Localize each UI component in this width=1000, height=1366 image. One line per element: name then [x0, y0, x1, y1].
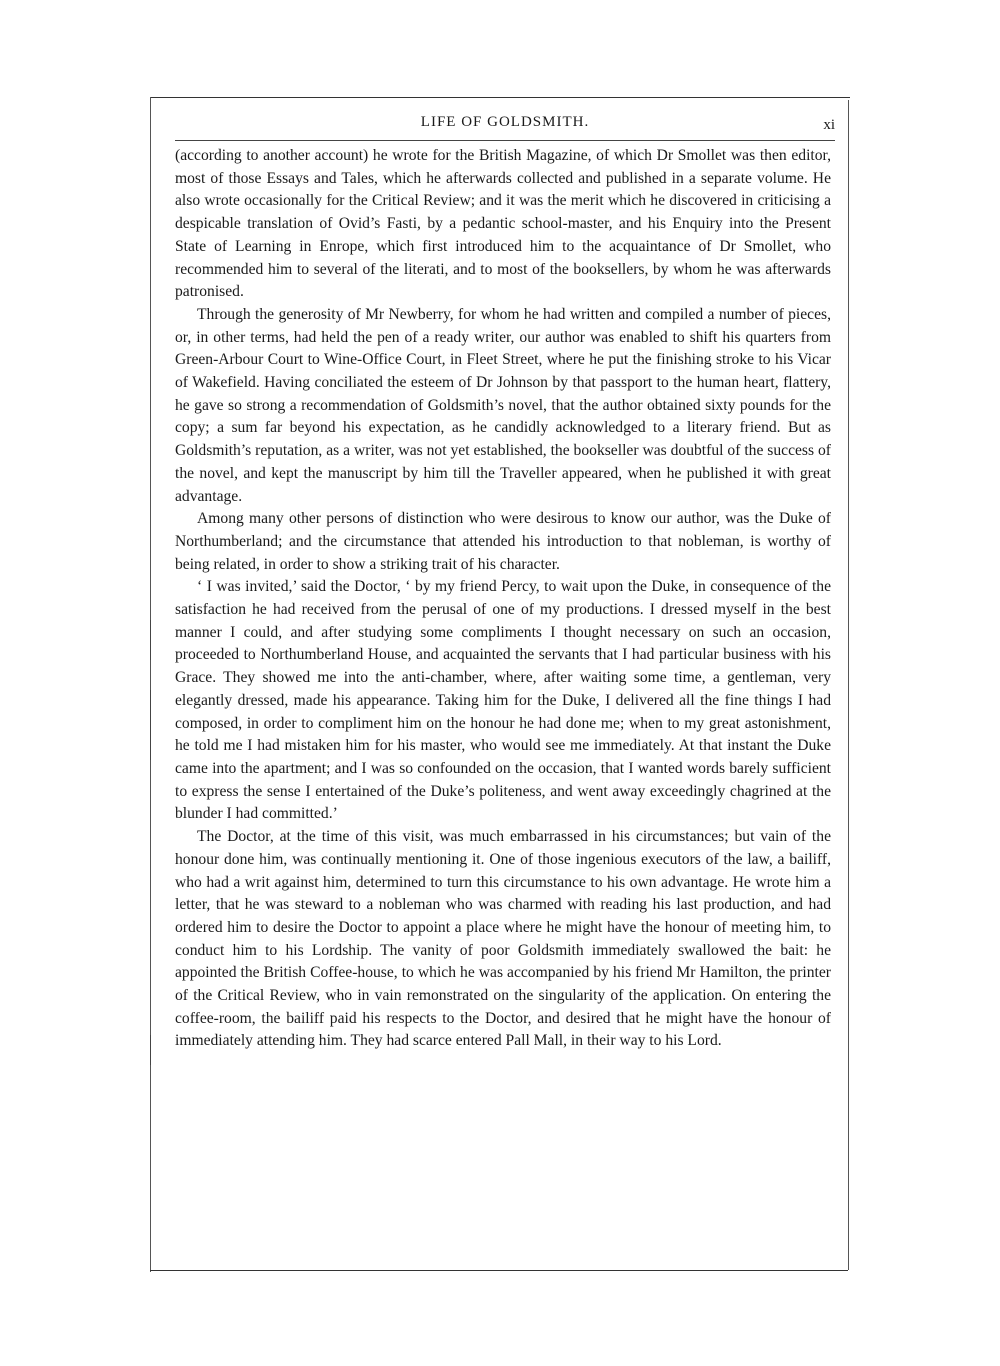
margin-mark [150, 1035, 151, 1065]
page-frame-bottom [150, 1270, 848, 1271]
margin-mark [150, 690, 151, 760]
page-frame-right [848, 100, 849, 1270]
paragraph: ‘ I was invited,’ said the Doctor, ‘ by my friend Percy, to wait upon the Duke, in consequence of the satisfaction he had received from the perusal of one of my productions. I dressed myself in the best manner I could, and after studying some compliments I thought necessary on such an occasion, proceeded to Northumberland House, and acquainted the servants that I had particular business with his Grace. They showed me into the anti-chamber, where, after waiting some time, a gentleman, very elegantly dressed, made his appearance. Taking him for the Duke, I delivered all the fine things I had composed, in order to compliment him on the honour he had done me; when to my great astonishment, he told me I had mistaken him for his master, who would see me immediately. At that instant the Duke came into the apartment; and I was so confounded on the occasion, that I wanted words barely sufficient to express the sense I entertained of the Duke’s politeness, and went away exceedingly chagrined at the blunder I had committed.’ [175, 578, 831, 823]
paragraph: Through the generosity of Mr Newberry, for whom he had written and compiled a number of pieces, or, in other terms, had held the pen of a ready writer, our author was enabled to shift his quarters from Green-Arbour Court to Wine-Office Court, in Fleet Street, where he put the finishing stroke to his Vicar of Wakefield. Having conciliated the esteem of Dr Johnson by that passport to the human heart, flattery, he gave so strong a recommendation of Goldsmith’s novel, that the author obtained sixty pounds for the copy; a sum far beyond his expectation, as he candidly acknowledged to a literary friend. But as Goldsmith’s reputation, as a writer, was not yet established, the bookseller was doubtful of the success of the novel, and kept the manuscript by him till the Traveller appeared, when he published it with great advantage. [175, 305, 831, 505]
page-frame-top [150, 97, 850, 98]
paragraph: Among many other persons of distinction who were desirous to know our author, was the Duke of Northumberland; and the circumstance that attended his introduction to that nobleman, is worthy of being related, in order to show a striking trait of his character. [175, 510, 831, 573]
page-number: xi [823, 117, 835, 133]
paragraph: (according to another account) he wrote for the British Magazine, of which Dr Smollet was then editor, most of those Essays and Tales, which he afterwards collected and published in a separate volume. He also wrote occasionally for the Critical Review; and it was the merit which he discovered in criticising a despicable translation of Ovid’s Fasti, by a pedantic school-master, and his Enquiry into the Present State of Learning in Enrope, which first introduced him to the acquaintance of Dr Smollet, who recommended him to several of the literati, and to most of the booksellers, by whom he was afterwards patronised. [175, 147, 831, 301]
page-frame-left [150, 97, 151, 1272]
header-rule [175, 140, 835, 141]
running-title: LIFE OF GOLDSMITH. [420, 114, 590, 130]
body-text [175, 145, 831, 1053]
paragraph: The Doctor, at the time of this visit, was much embarrassed in his circumstances; but vain of the honour done him, was continually mentioning it. One of those ingenious executors of the law, a bailiff, who had a writ against him, determined to turn this circumstance to his own advantage. He wrote him a letter, that he was steward to a nobleman who was charmed with reading his last production, and had ordered him to desire the Doctor to appoint a place where he might have the honour of meeting him, to conduct him to his Lordship. The vanity of poor Goldsmith immediately swallowed the bait: he appointed the British Coffee-house, to which he was accompanied by his friend Mr Hamilton, the printer of the Critical Review, who in vain remonstrated on the singularity of the application. On entering the coffee-room, the bailiff paid his respects to the Doctor, and desired that he might have the honour of immediately attending him. They had scarce entered Pall Mall, in their way to his Lord. [175, 828, 831, 1050]
margin-mark [150, 620, 151, 660]
page-header [175, 114, 835, 136]
